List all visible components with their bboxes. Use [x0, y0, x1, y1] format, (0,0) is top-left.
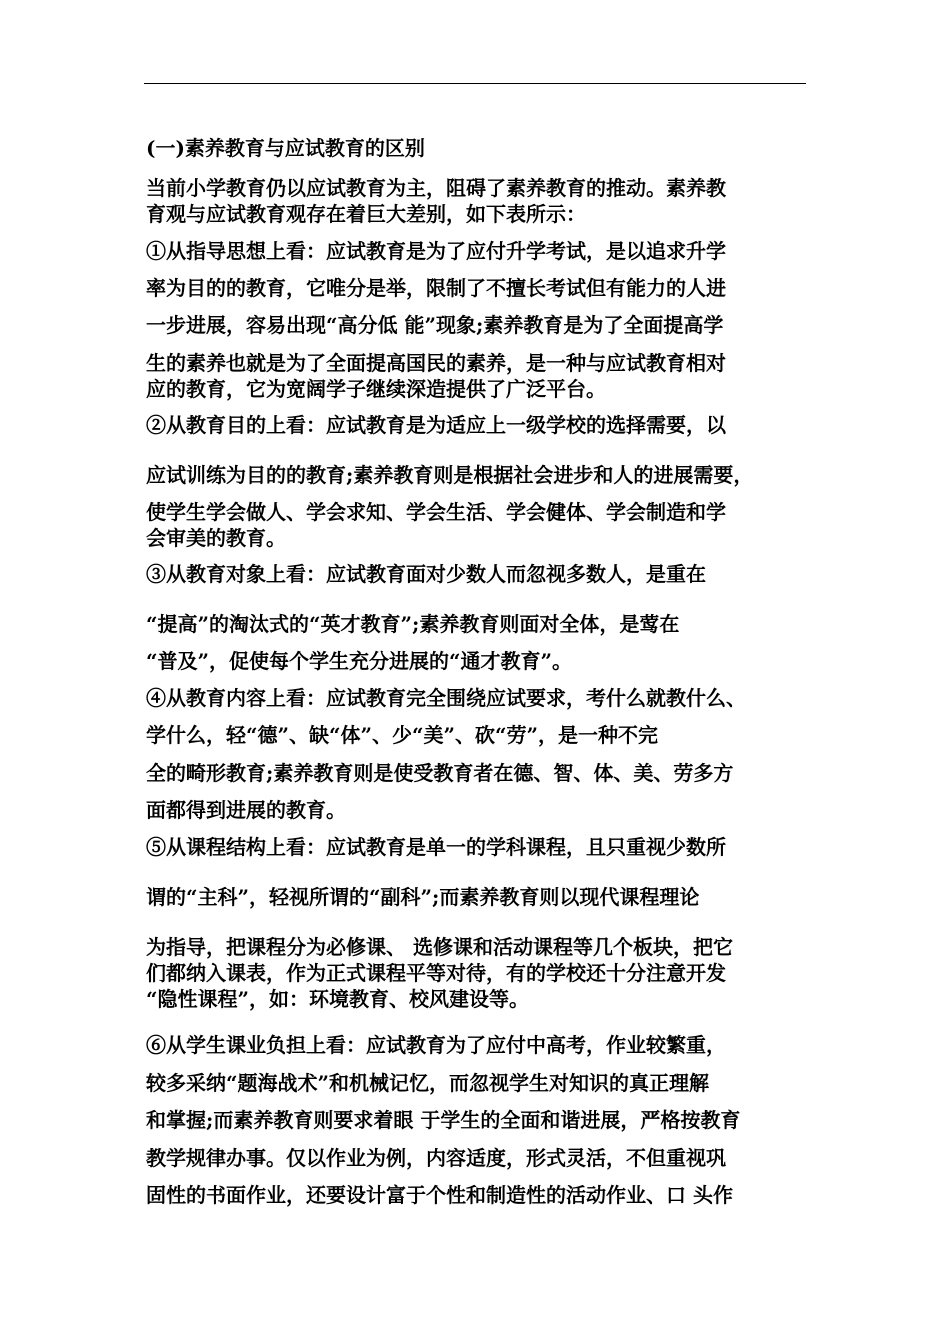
text-line-14: “普及”，促使每个学生充分进展的“通才教育”。 [146, 649, 573, 673]
text-line-8: ②从教育目的上看：应试教育是为适应上一级学校的选择需要，以 [146, 413, 726, 437]
text-line-25: 较多采纳“题海战术”和机械记忆，而忽视学生对知识的真正理解 [146, 1071, 710, 1095]
text-line-4: 率为目的的教育，它唯分是举，限制了不擅长考试但有能力的人进 [146, 276, 726, 300]
text-line-10: 使学生学会做人、学会求知、学会生活、学会健体、学会制造和学 [146, 500, 726, 524]
text-line-15: ④从教育内容上看：应试教育完全围绕应试要求，考什么就教什么、 [146, 686, 746, 710]
text-line-6: 生的素养也就是为了全面提高国民的素养，是一种与应试教育相对 [146, 351, 726, 375]
text-line-27: 教学规律办事。仅以作业为例，内容适度，形式灵活，不但重视巩 [146, 1146, 726, 1170]
text-line-1: 当前小学教育仍以应试教育为主，阻碍了素养教育的推动。素养教 [146, 176, 726, 200]
header-rule [144, 83, 806, 84]
text-line-22: 们都纳入课表，作为正式课程平等对待，有的学校还十分注意开发 [146, 961, 726, 985]
text-line-5: 一步进展，容易出现“高分低 能”现象;素养教育是为了全面提高学 [146, 313, 724, 337]
text-line-17: 全的畸形教育;素养教育则是使受教育者在德、智、体、美、劳多方 [146, 761, 734, 785]
text-line-12: ③从教育对象上看：应试教育面对少数人而忽视多数人，是重在 [146, 562, 706, 586]
text-line-21: 为指导，把课程分为必修课、 选修课和活动课程等几个板块，把它 [146, 935, 733, 959]
text-line-16: 学什么，轻“德”、缺“体”、少“美”、砍“劳”，是一种不完 [146, 723, 659, 747]
text-line-7: 应的教育，它为宽阔学子继续深造提供了广泛平台。 [146, 377, 606, 401]
text-line-23: “隐性课程”，如：环境教育、校风建设等。 [146, 987, 530, 1011]
text-line-9: 应试训练为目的的教育;素养教育则是根据社会进步和人的进展需要， [146, 463, 754, 487]
text-line-3: ①从指导思想上看：应试教育是为了应付升学考试，是以追求升学 [146, 239, 726, 263]
text-line-20: 谓的“主科”，轻视所谓的“副科”;而素养教育则以现代课程理论 [146, 885, 700, 909]
text-line-18: 面都得到进展的教育。 [146, 798, 346, 822]
text-line-19: ⑤从课程结构上看：应试教育是单一的学科课程，且只重视少数所 [146, 835, 726, 859]
text-line-26: 和掌握;而素养教育则要求着眼 于学生的全面和谐进展，严格按教育 [146, 1108, 741, 1132]
section-heading: (一)素养教育与应试教育的区别 [146, 136, 425, 160]
text-line-2: 育观与应试教育观存在着巨大差别，如下表所示： [146, 202, 586, 226]
text-line-24: ⑥从学生课业负担上看：应试教育为了应付中高考，作业较繁重， [146, 1033, 726, 1057]
text-line-13: “提高”的淘汰式的“英才教育”;素养教育则面对全体，是莺在 [146, 612, 680, 636]
text-line-11: 会审美的教育。 [146, 526, 286, 550]
text-line-28: 固性的书面作业，还要设计富于个性和制造性的活动作业、口 头作 [146, 1183, 733, 1207]
